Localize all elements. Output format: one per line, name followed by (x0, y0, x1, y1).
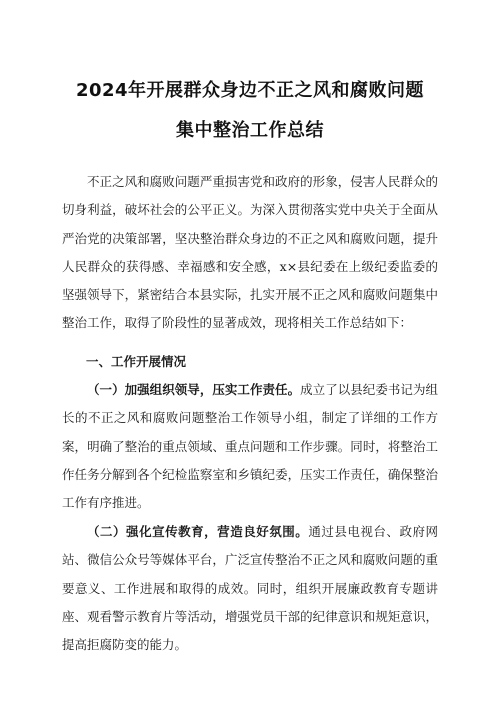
section-heading-work-status: 一、工作开展情况 (86, 354, 187, 369)
section-1-lead: （一）加强组织领导，压实工作责任。 (87, 382, 301, 397)
section-2-lead: （二）强化宣传教育，营造良好氛围。 (87, 524, 309, 539)
intro-paragraph: 不正之风和腐败问题严重损害党和政府的形象，侵害人民群众的切身利益，破坏社会的公平正义。为深入贯彻落实党中央关于全面从严治党的决策部署，坚决整治群众身边的不正之风和腐败问题，提升人民群众的获得感、幸福感和安全感，x×县纪委在上级纪委监委的坚强领导下，紧密结合本县实际，扎实开展不正之风和腐败问题集中整治工作，取得了阶段性的显著成效，现将相关工作总结如下： (62, 174, 438, 331)
section-2-body: 通过县电视台、政府网站、微信公众号等媒体平台，广泛宣传整治不正之风和腐败问题的重要意义、工作进展和取得的成效。同时，组织开展廉政教育专题讲座、观看警示教育片等活动，增强党员干部的纪律意识和规矩意识，提高拒腐防变的能力。 (62, 524, 438, 653)
document-title-line-1: 2024年开展群众身边不正之风和腐败问题 (75, 80, 425, 101)
document-title-line-2: 集中整治工作总结 (176, 120, 324, 141)
section-1-paragraph (62, 376, 438, 517)
section-1-body: 成立了以县纪委书记为组长的不正之风和腐败问题整治工作领导小组，制定了详细的工作方案，明确了整治的重点领域、重点问题和工作步骤。同时，将整治工作任务分解到各个纪检监察室和乡镇纪委，压实工作责任，确保整治工作有序推进。 (62, 382, 438, 511)
section-2-paragraph (62, 518, 438, 659)
